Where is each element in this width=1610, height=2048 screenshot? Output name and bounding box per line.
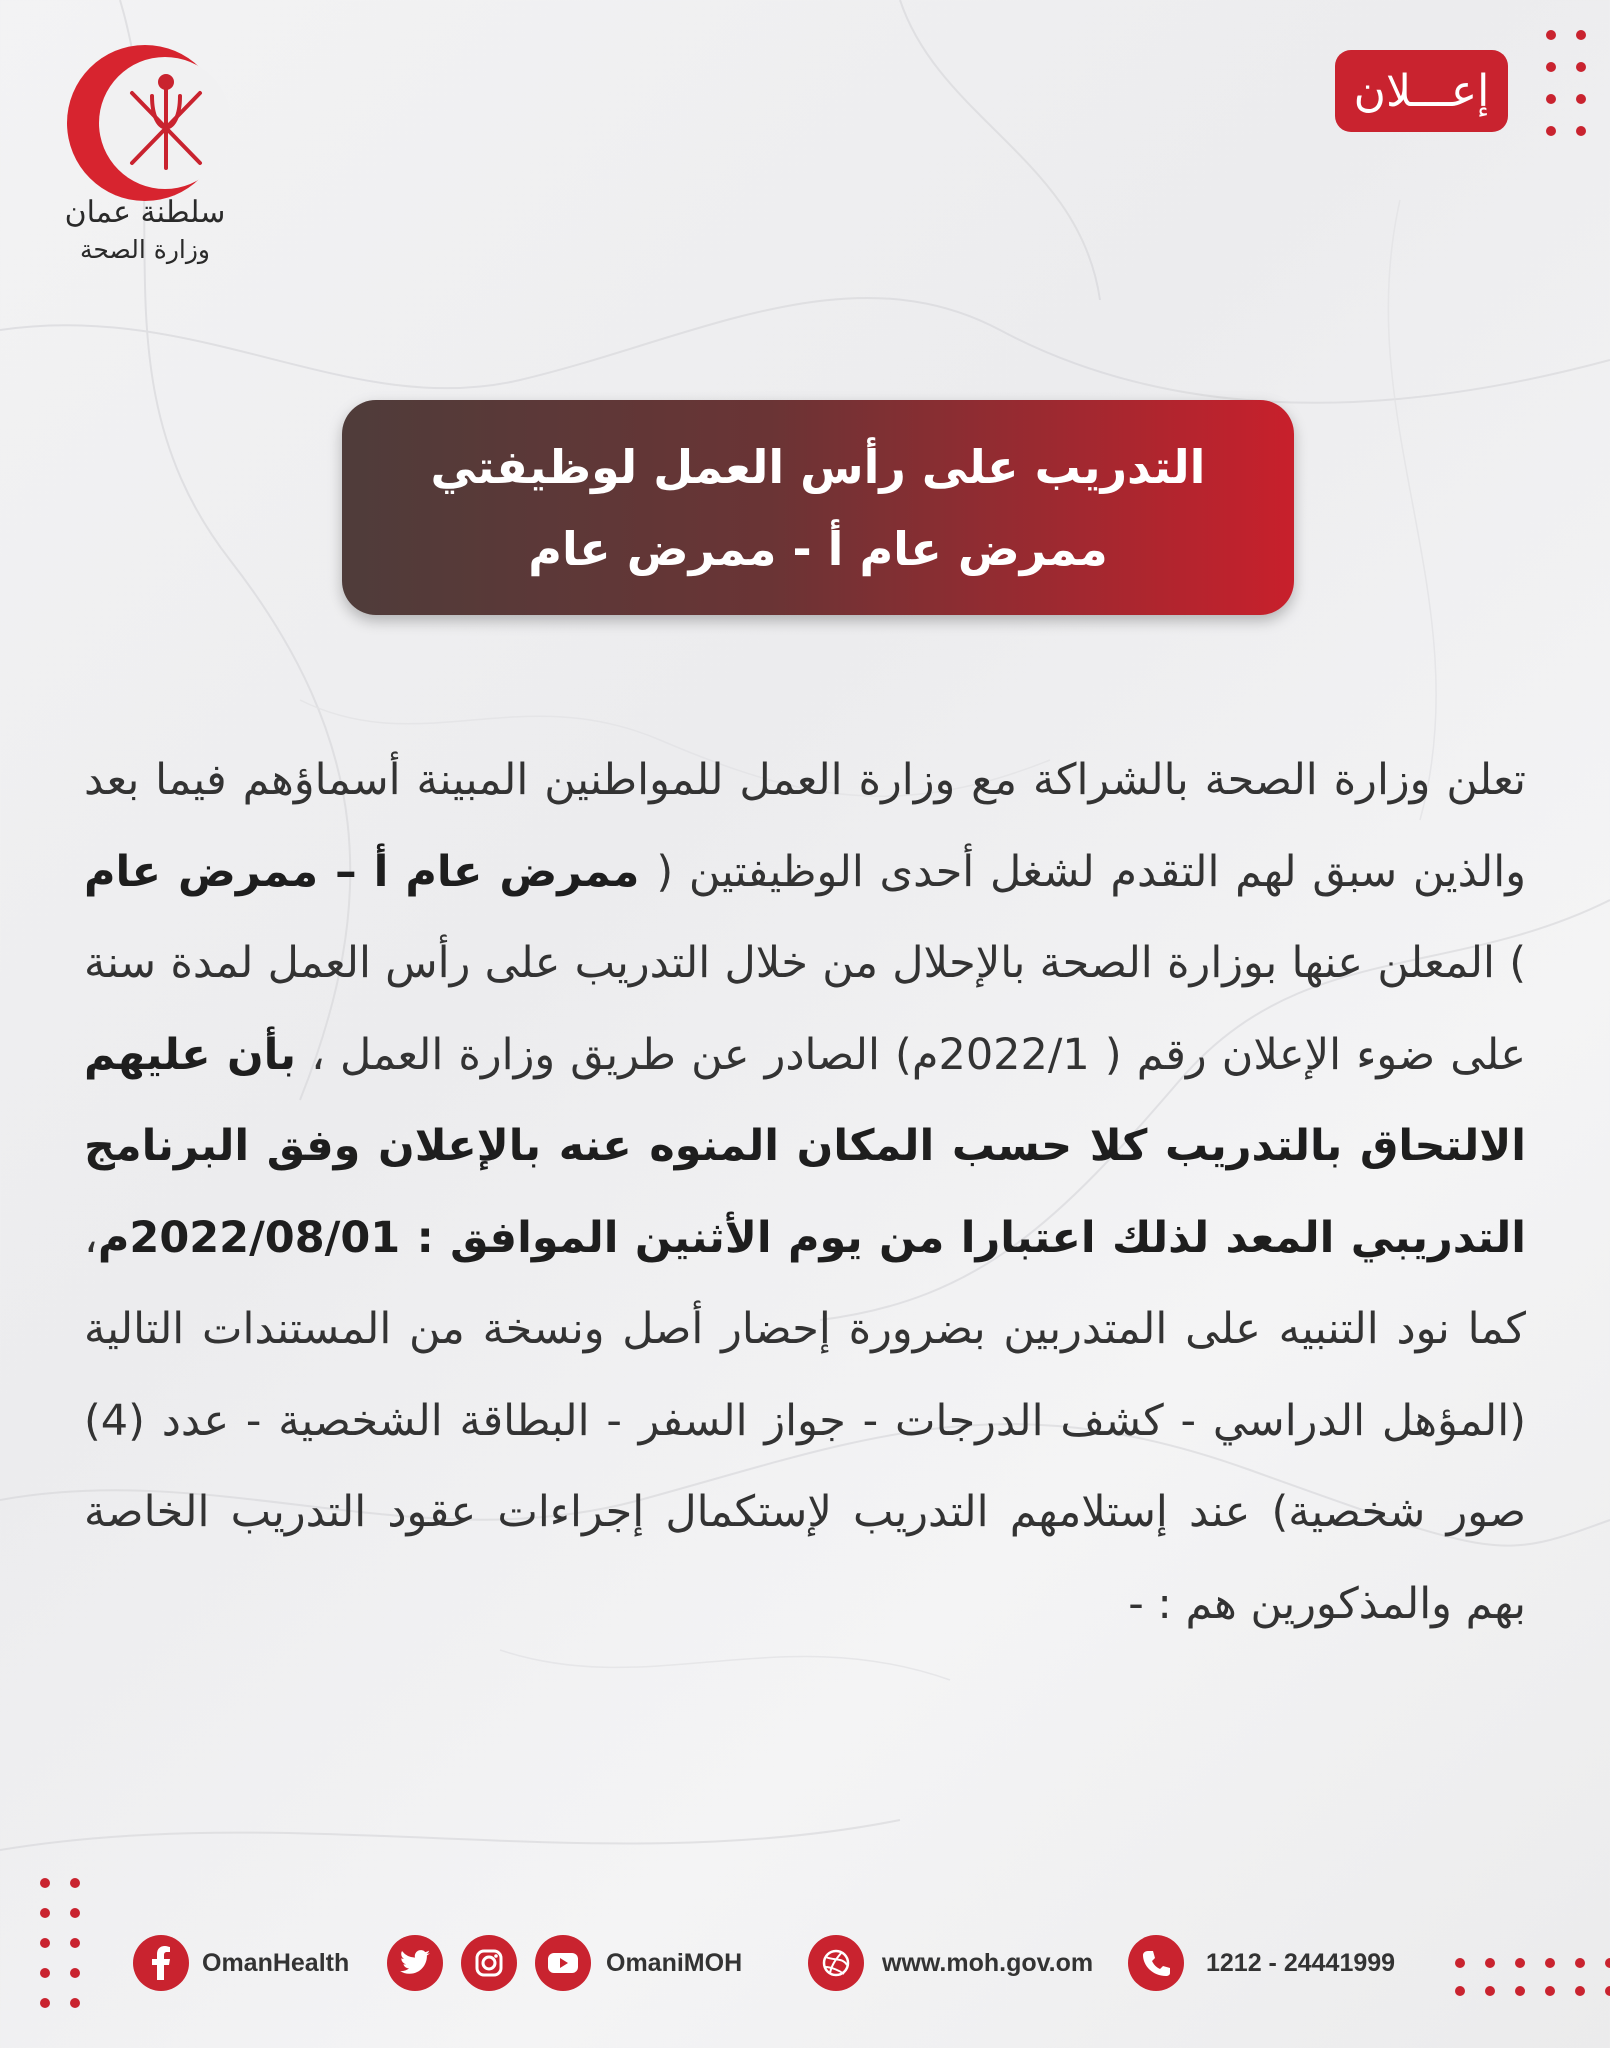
body-part-1: تعلن وزارة الصحة بالشراكة مع وزارة العمل للمواطنين المبينة أسماؤهم فيما بعد والذين سبق لهم التقدم لشغل أحدى الوظيفتين ( <box>84 755 1526 897</box>
decor-dots-top-right <box>1546 30 1586 136</box>
title-line-1: التدريب على رأس العمل لوظيفتي <box>430 439 1206 494</box>
twitter-icon[interactable] <box>387 1935 443 1991</box>
facebook-icon[interactable] <box>133 1935 189 1991</box>
crescent-emblem-icon <box>60 38 230 208</box>
logo-line-sultanate: سلطنة عمان <box>64 195 226 230</box>
phone-icon[interactable] <box>1128 1935 1184 1991</box>
website-globe-icon[interactable] <box>808 1935 864 1991</box>
logo-line-ministry: وزارة الصحة <box>80 235 210 264</box>
footer-contacts <box>0 1935 1610 2005</box>
instagram-icon[interactable] <box>461 1935 517 1991</box>
body-part-5: ، كما نود التنبيه على المتدربين بضرورة إحضار أصل ونسخة من المستندات التالية (المؤهل الدراسي - كشف الدرجات - جواز السفر - البطاقة الشخصية - عدد (4) صور شخصية) عند إستلامهم التدريب لإستكمال إجراءات عقود التدريب الخاصة بهم والمذكورين هم : - <box>84 1212 1526 1629</box>
title-banner <box>342 400 1294 615</box>
body-part-3: ) المعلن عنها بوزارة الصحة بالإحلال من خلال التدريب على رأس العمل لمدة سنة على ضوء الإعلان رقم ( 2022/1م) الصادر عن طريق وزارة العمل ، <box>84 938 1526 1080</box>
decor-dots-bottom-right <box>1455 1958 1610 1996</box>
youtube-icon[interactable] <box>535 1935 591 1991</box>
website-link[interactable]: www.moh.gov.om <box>882 1949 1094 1977</box>
body-instruction-bold: بأن عليهم الالتحاق بالتدريب كلا حسب المكان المنوه عنه بالإعلان وفق البرنامج التدريبي المعد لذلك اعتبارا من يوم الأثنين الموافق : 2022/08/01م <box>84 1029 1526 1263</box>
body-jobs-bold: ممرض عام أ – ممرض عام <box>84 846 657 897</box>
facebook-handle[interactable]: OmanHealth <box>202 1949 350 1977</box>
phone-number[interactable]: 1212 - 24441999 <box>1206 1949 1396 1977</box>
announcement-body <box>84 735 1526 1650</box>
social-handle[interactable]: OmaniMOH <box>606 1949 743 1977</box>
announcement-badge: إعـــلان <box>1335 50 1508 132</box>
title-line-2: ممرض عام أ - ممرض عام <box>528 521 1108 576</box>
